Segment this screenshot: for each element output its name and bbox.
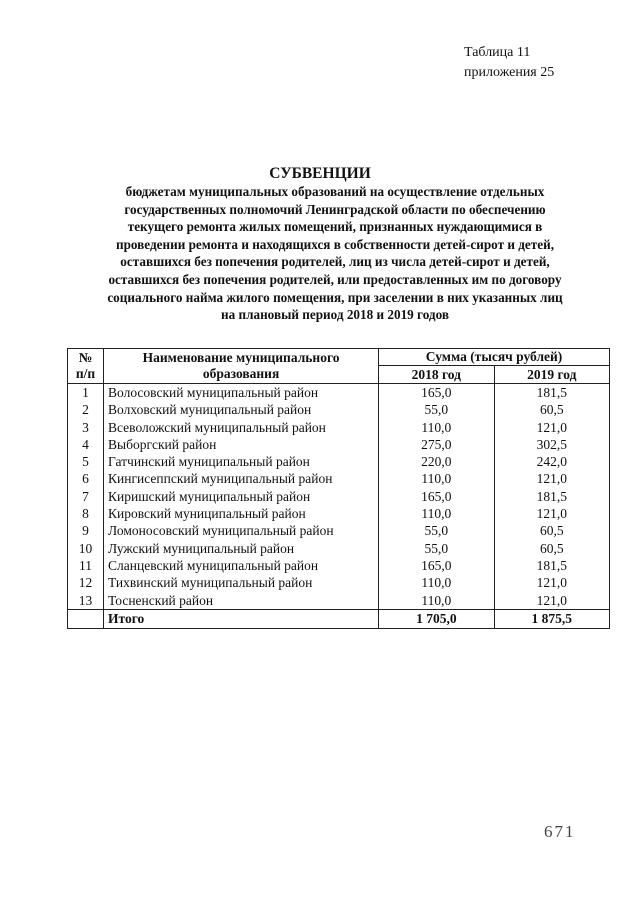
subtitle-line: оставшихся без попечения родителей, лиц из числа детей-сирот и детей, <box>120 254 550 270</box>
row-value-2019: 181,5 <box>494 384 609 402</box>
row-value-2018: 110,0 <box>379 470 494 487</box>
table-row <box>68 540 610 557</box>
row-municipality: Кировский муниципальный район <box>104 505 379 522</box>
document-subtitle <box>60 183 610 324</box>
row-value-2019: 302,5 <box>494 436 609 453</box>
table-body <box>68 384 610 629</box>
page-number: 671 <box>544 822 576 841</box>
row-municipality: Лужский муниципальный район <box>104 540 379 557</box>
row-number: 4 <box>68 436 104 453</box>
row-value-2018: 55,0 <box>379 401 494 418</box>
subtitle-line: бюджетам муниципальных образований на осуществление отдельных <box>125 184 545 199</box>
row-number: 8 <box>68 505 104 522</box>
subventions-table <box>67 348 610 629</box>
row-value-2019: 181,5 <box>494 488 609 505</box>
total-value-2019: 1 875,5 <box>494 609 609 628</box>
row-number: 9 <box>68 522 104 539</box>
row-municipality: Выборгский район <box>104 436 379 453</box>
row-number: 11 <box>68 557 104 574</box>
row-municipality: Всеволожский муниципальный район <box>104 419 379 436</box>
total-number <box>68 609 104 628</box>
reference-line-1: Таблица 11 <box>464 45 531 60</box>
row-value-2019: 121,0 <box>494 574 609 591</box>
total-label: Итого <box>104 609 379 628</box>
table-row <box>68 470 610 487</box>
row-value-2018: 275,0 <box>379 436 494 453</box>
row-municipality: Волховский муниципальный район <box>104 401 379 418</box>
row-municipality: Киришский муниципальный район <box>104 488 379 505</box>
row-value-2019: 60,5 <box>494 401 609 418</box>
table-row <box>68 436 610 453</box>
table-row <box>68 384 610 402</box>
row-value-2019: 121,0 <box>494 592 609 610</box>
table-row <box>68 453 610 470</box>
row-number: 1 <box>68 384 104 402</box>
document-title: СУБВЕНЦИИ <box>269 165 371 182</box>
table-row <box>68 557 610 574</box>
row-value-2019: 121,0 <box>494 505 609 522</box>
reference-line-2: приложения 25 <box>464 65 555 80</box>
row-municipality: Ломоносовский муниципальный район <box>104 522 379 539</box>
subtitle-line: текущего ремонта жилых помещений, признанных нуждающимися в <box>127 219 543 235</box>
row-municipality: Гатчинский муниципальный район <box>104 453 379 470</box>
table-row <box>68 419 610 436</box>
table-row <box>68 522 610 539</box>
row-value-2018: 110,0 <box>379 419 494 436</box>
row-value-2019: 121,0 <box>494 419 609 436</box>
row-number: 5 <box>68 453 104 470</box>
row-number: 12 <box>68 574 104 591</box>
row-value-2019: 121,0 <box>494 470 609 487</box>
subtitle-line: государственных полномочий Ленинградской области по обеспечению <box>124 201 546 217</box>
table-reference <box>464 43 554 83</box>
row-value-2018: 55,0 <box>379 540 494 557</box>
row-municipality: Волосовский муниципальный район <box>104 384 379 402</box>
subtitle-line: социального найма жилого помещения, при заселении в них указанных лиц <box>107 289 563 305</box>
table-row <box>68 401 610 418</box>
row-value-2019: 181,5 <box>494 557 609 574</box>
table-row <box>68 505 610 522</box>
header-sum: Сумма (тысяч рублей) <box>379 349 610 366</box>
row-value-2018: 55,0 <box>379 522 494 539</box>
subtitle-line: оставшихся без попечения родителей, или предоставленных им по договору <box>108 271 562 287</box>
header-year-2019: 2019 год <box>494 366 609 384</box>
row-value-2019: 60,5 <box>494 540 609 557</box>
header-municipality: Наименование муниципального образования <box>104 349 379 384</box>
table-row <box>68 592 610 610</box>
table-row <box>68 574 610 591</box>
row-number: 6 <box>68 470 104 487</box>
header-number: № п/п <box>68 349 104 384</box>
row-number: 2 <box>68 401 104 418</box>
header-year-2018: 2018 год <box>379 366 494 384</box>
row-number: 7 <box>68 488 104 505</box>
row-number: 3 <box>68 419 104 436</box>
subtitle-line: проведении ремонта и находящихся в собственности детей-сирот и детей, <box>115 236 554 252</box>
row-value-2018: 110,0 <box>379 574 494 591</box>
row-municipality: Тихвинский муниципальный район <box>104 574 379 591</box>
row-municipality: Кингисеппский муниципальный район <box>104 470 379 487</box>
row-number: 13 <box>68 592 104 610</box>
table-row <box>68 488 610 505</box>
row-value-2018: 220,0 <box>379 453 494 470</box>
row-value-2018: 110,0 <box>379 592 494 610</box>
total-row <box>68 609 610 628</box>
row-value-2018: 165,0 <box>379 488 494 505</box>
row-municipality: Тосненский район <box>104 592 379 610</box>
row-number: 10 <box>68 540 104 557</box>
total-value-2018: 1 705,0 <box>379 609 494 628</box>
row-value-2018: 110,0 <box>379 505 494 522</box>
subtitle-line: на плановый период 2018 и 2019 годов <box>221 307 449 323</box>
row-value-2019: 60,5 <box>494 522 609 539</box>
row-value-2018: 165,0 <box>379 557 494 574</box>
row-value-2018: 165,0 <box>379 384 494 402</box>
row-value-2019: 242,0 <box>494 453 609 470</box>
row-municipality: Сланцевский муниципальный район <box>104 557 379 574</box>
